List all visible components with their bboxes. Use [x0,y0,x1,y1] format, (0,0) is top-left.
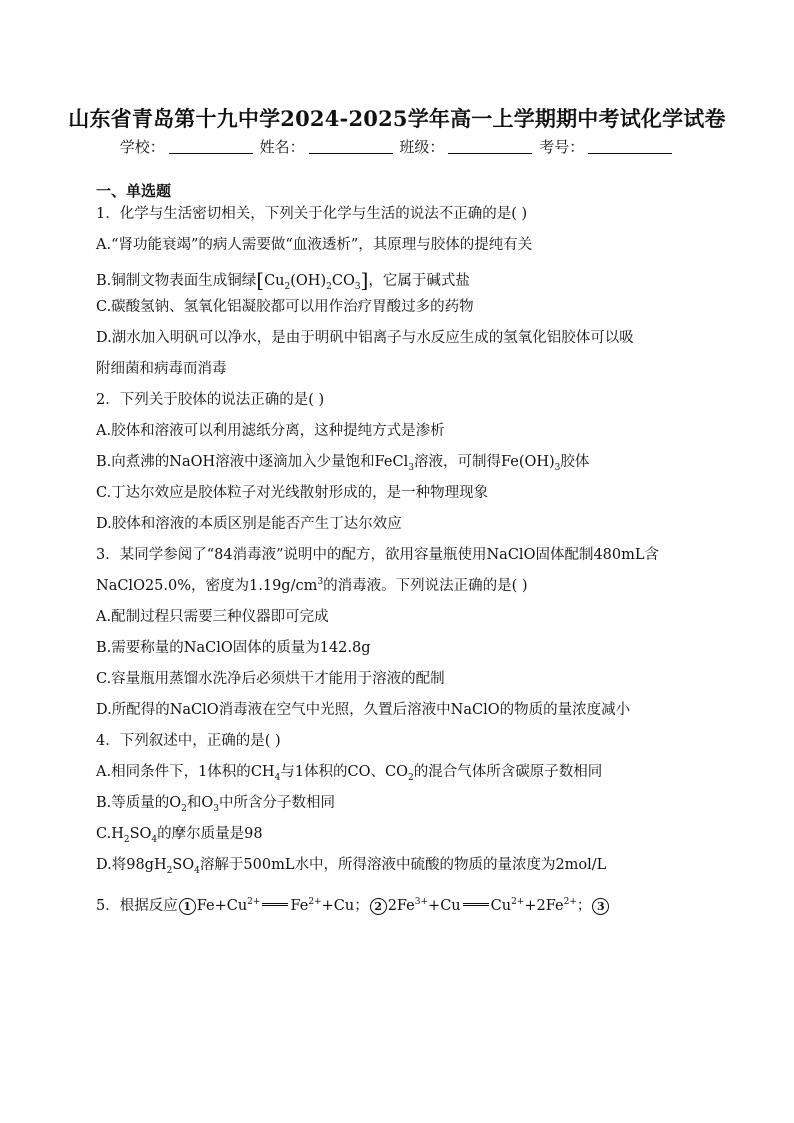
formula-o2: $O_2$ [169,795,187,814]
q3-option-a: A.配制过程只需要三种仪器即可完成 [96,609,329,625]
circled-number-2: 2 [370,898,387,915]
formula-h2so4: $H_2SO_4$ [111,826,158,845]
q1-option-d-line2: 附细菌和病毒而消毒 [96,361,227,377]
formula-fecl3: FeCl$_3$ [374,454,414,473]
separator-1: ； [354,898,369,914]
q4-option-b [96,793,696,824]
reaction-1: $Fe+Cu^{2+}$ $Fe^{2+}+Cu$ [196,897,355,914]
reaction-2: $2Fe^{3+}+Cu$ $Cu^{2+}+2Fe^{2+}$ [387,897,577,914]
equals-sign [262,903,288,906]
number-blank[interactable] [588,139,672,154]
q2-b-text-mid: 溶液，可制得 [413,454,501,470]
formula-bracket-left: [ [256,268,265,292]
name-blank[interactable] [309,139,393,154]
questions-body [96,204,696,927]
q1-b-text: B.铜制文物表面生成铜绿 [96,273,257,289]
formula-cu2oh2co3: $Cu_2(OH)_2CO_3$ [264,273,361,292]
q4-c-text-end: 的摩尔质量是98 [157,826,263,842]
formula-co2: $CO_2$ [385,764,414,783]
q5-stem [96,896,696,927]
class-label: 班级： [399,138,445,156]
q4-b-text-end: 中所含分子数相同 [219,795,336,811]
spacer [96,886,696,896]
class-blank[interactable] [448,139,532,154]
q1-option-c: C.碳酸氢钠、氢氧化铝凝胶都可以用作治疗胃酸过多的药物 [96,299,474,315]
q3-stem2-text-end: 的消毒液。下列说法正确的是( ) [323,578,528,594]
q3-stem2-text: NaClO25.0%，密度为1.19g/cm [96,578,318,594]
formula-ch4: $CH_4$ [250,764,281,783]
q5-stem-text: 5．根据反应 [96,898,178,914]
circled-number-1: 1 [179,898,196,915]
page-title: 山东省青岛第十九中学2024-2025学年高一上学期期中考试化学试卷 [68,106,726,131]
school-blank[interactable] [169,139,253,154]
q4-b-text: B.等质量的 [96,795,170,811]
q2-b-text: B.向煮沸的NaOH溶液中逐滴加入少量饱和 [96,454,375,470]
q1-option-b [96,266,696,297]
name-label: 姓名： [259,138,305,156]
q2-b-text-end: 胶体 [560,454,590,470]
q2-option-c: C.丁达尔效应是胶体粒子对光线散射形成的，是一种物理现象 [96,485,489,501]
q3-stem-line1: 3．某同学参阅了“84消毒液”说明中的配方，欲用容量瓶使用NaClO固体配制480mL含 [96,547,660,563]
q4-a-text: A.相同条件下，1体积的 [96,764,251,780]
q4-stem: 4．下列叙述中，正确的是( ) [96,733,281,749]
q3-option-d: D.所配得的NaClO消毒液在空气中光照，久置后溶液中NaClO的物质的量浓度减小 [96,702,631,718]
q1-option-d-line1: D.湖水加入明矾可以净水，是由于明矾中铝离子与水反应生成的氢氧化铝胶体可以吸 [96,330,634,346]
q4-option-c [96,824,696,855]
q4-b-text-mid: 和 [186,795,202,811]
q3-stem-line2 [96,576,696,607]
formula-bracket-right: ] [360,268,369,292]
q1-option-a: A.“肾功能衰竭”的病人需要做“血液透析”，其原理与胶体的提纯有关 [96,237,533,253]
section-heading: 一、单选题 [96,182,172,200]
q4-option-d [96,855,696,886]
q2-stem: 2．下列关于胶体的说法正确的是( ) [96,392,325,408]
q4-c-prefix: C. [96,826,112,842]
circled-number-3: 3 [592,898,609,915]
equals-sign-2 [463,903,489,906]
q1-stem: 1．化学与生活密切相关，下列关于化学与生活的说法不正确的是( ) [96,206,528,222]
formula-feoh3: $Fe(OH)_3$ [500,454,561,473]
q2-option-d: D.胶体和溶液的本质区别是能否产生丁达尔效应 [96,516,402,532]
formula-h2so4-d: $H_2SO_4$ [153,857,200,876]
q4-d-text: D.将98g [96,857,154,873]
q1-b-text-end: ，它属于碱式盐 [368,273,470,289]
q4-d-text-end: 溶解于500mL水中，所得溶液中硫酸的物质的量浓度为2mol/L [199,857,607,873]
q4-a-text-mid: 与1体积的CO、 [280,764,386,780]
separator-2: ； [576,898,592,914]
superscript-3: 3 [317,577,324,588]
q2-option-b [96,452,696,483]
q3-option-b: B.需要称量的NaClO固体的质量为142.8g [96,640,371,656]
number-label: 考号： [539,138,585,156]
formula-o3: $O_3$ [201,795,220,814]
q4-option-a [96,762,696,793]
q3-option-c: C.容量瓶用蒸馏水洗净后必须烘干才能用于溶液的配制 [96,671,445,687]
school-label: 学校： [119,138,165,156]
student-info-row [0,136,794,157]
q4-a-text-end: 的混合气体所含碳原子数相同 [413,764,603,780]
q2-option-a: A.胶体和溶液可以利用滤纸分离，这种提纯方式是渗析 [96,423,445,439]
